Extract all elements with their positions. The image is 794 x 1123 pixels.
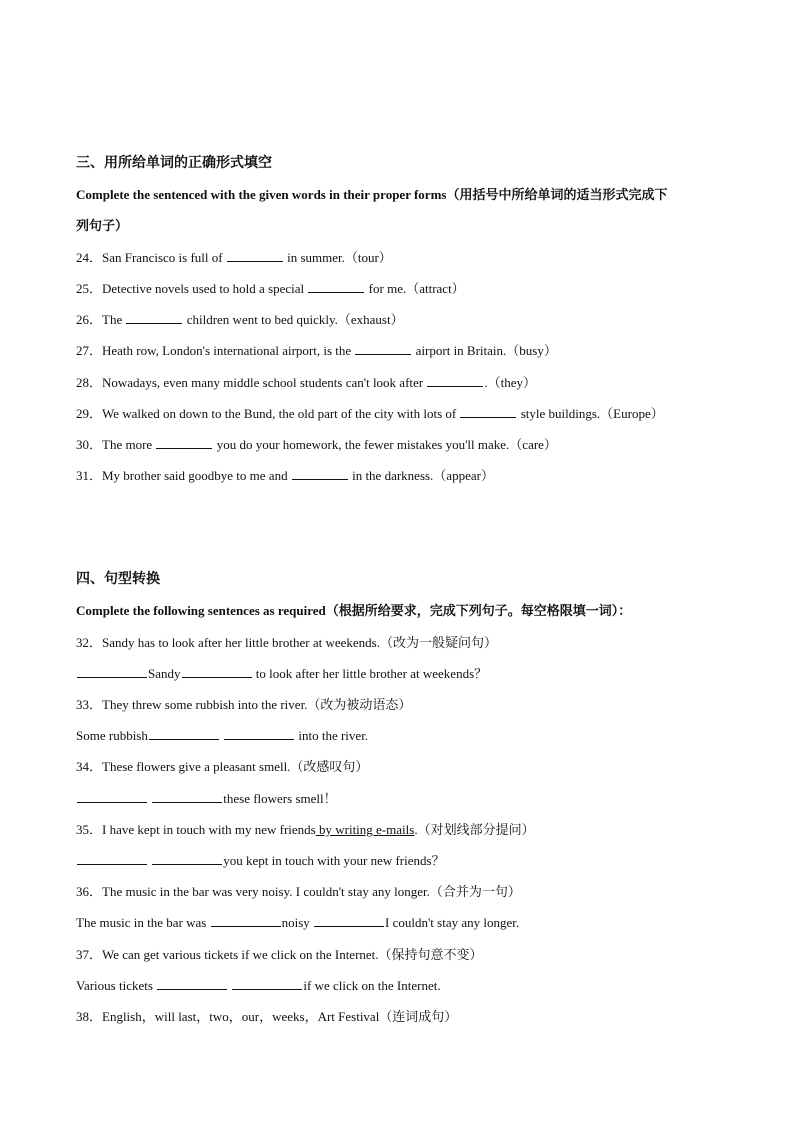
question-30 [76, 436, 724, 454]
answer-blank[interactable] [149, 727, 219, 740]
question-36: 36．The music in the bar was very noisy. I couldn't stay any longer.（合并为一句） [76, 884, 521, 899]
answer-text: these flowers smell！ [223, 791, 337, 806]
question-text: 24．San Francisco is full of [76, 250, 226, 265]
section3-instruction-line1: Complete the sentenced with the given words in their proper forms（用括号中所给单词的适当形式完成下 [76, 187, 668, 202]
question-24 [76, 249, 724, 267]
question-text: for me.（attract） [365, 281, 465, 296]
question-text: 30．The more [76, 437, 156, 452]
answer-line-32 [76, 665, 724, 683]
question-28 [76, 374, 724, 392]
question-text: style buildings.（Europe） [517, 406, 664, 421]
section4-instruction: Complete the following sentences as required（根据所给要求，完成下列句子。每空格限填一词）： [76, 603, 632, 618]
question-31 [76, 467, 724, 485]
question-text: 26．The [76, 312, 126, 327]
question-text: 29．We walked on down to the Bund, the old part of the city with lots of [76, 406, 460, 421]
underlined-phrase: by writing e-mails [315, 822, 415, 837]
answer-line-33 [76, 727, 724, 745]
answer-text: you kept in touch with your new friends？ [223, 853, 445, 868]
question-27 [76, 342, 724, 360]
answer-blank[interactable] [152, 852, 222, 865]
answer-blank[interactable] [427, 374, 483, 387]
question-text: in summer.（tour） [283, 250, 392, 265]
question-text: 25．Detective novels used to hold a special [76, 281, 308, 296]
answer-text: if we click on the Internet. [303, 978, 441, 993]
question-text: .（对划线部分提问） [414, 822, 535, 837]
answer-text: into the river. [295, 728, 369, 743]
answer-text: Sandy [148, 666, 181, 681]
question-text: in the darkness.（appear） [348, 468, 494, 483]
question-text: 31．My brother said goodbye to me and [76, 468, 291, 483]
question-text: 28．Nowadays, even many middle school students can't look after [76, 375, 427, 390]
answer-blank[interactable] [77, 790, 147, 803]
section3-heading: 三、用所给单词的正确形式填空 [76, 156, 272, 171]
answer-text: Some rubbish [76, 728, 148, 743]
question-32: 32．Sandy has to look after her little brother at weekends.（改为一般疑问句） [76, 635, 497, 650]
answer-line-36 [76, 914, 724, 932]
answer-blank[interactable] [292, 467, 348, 480]
answer-text: noisy [281, 915, 313, 930]
answer-blank[interactable] [156, 436, 212, 449]
question-33: 33．They threw some rubbish into the river.（改为被动语态） [76, 697, 412, 712]
question-text: airport in Britain.（busy） [412, 343, 557, 358]
answer-blank[interactable] [157, 977, 227, 990]
answer-blank[interactable] [224, 727, 294, 740]
question-text: 35．I have kept in touch with my new friends [76, 822, 316, 837]
question-38: 38．English，will last，two，our，weeks，Art Festival（连词成句） [76, 1009, 458, 1024]
answer-blank[interactable] [126, 311, 182, 324]
answer-blank[interactable] [308, 280, 364, 293]
answer-blank[interactable] [211, 914, 281, 927]
answer-blank[interactable] [460, 405, 516, 418]
answer-blank[interactable] [232, 977, 302, 990]
answer-text: The music in the bar was [76, 915, 210, 930]
answer-blank[interactable] [227, 249, 283, 262]
answer-line-34 [76, 790, 724, 808]
answer-line-37 [76, 977, 724, 995]
question-text: 27．Heath row, London's international airport, is the [76, 343, 355, 358]
question-text: you do your homework, the fewer mistakes you'll make.（care） [213, 437, 557, 452]
answer-blank[interactable] [152, 790, 222, 803]
section3-instruction-line2: 列句子） [76, 218, 129, 233]
answer-blank[interactable] [77, 852, 147, 865]
question-29 [76, 405, 724, 423]
answer-text: Various tickets [76, 978, 157, 993]
question-26 [76, 311, 724, 329]
answer-text: I couldn't stay any longer. [385, 915, 520, 930]
answer-text: to look after her little brother at weekends？ [252, 666, 488, 681]
question-35 [76, 821, 724, 839]
question-25 [76, 280, 724, 298]
answer-blank[interactable] [77, 665, 147, 678]
question-text: .（they） [484, 375, 537, 390]
answer-line-35 [76, 852, 724, 870]
answer-blank[interactable] [182, 665, 252, 678]
answer-blank[interactable] [314, 914, 384, 927]
answer-blank[interactable] [355, 342, 411, 355]
question-34: 34．These flowers give a pleasant smell.（改感叹句） [76, 759, 369, 774]
question-text: children went to bed quickly.（exhaust） [183, 312, 404, 327]
section4-heading: 四、句型转换 [76, 572, 160, 587]
question-37: 37．We can get various tickets if we click on the Internet.（保持句意不变） [76, 947, 483, 962]
